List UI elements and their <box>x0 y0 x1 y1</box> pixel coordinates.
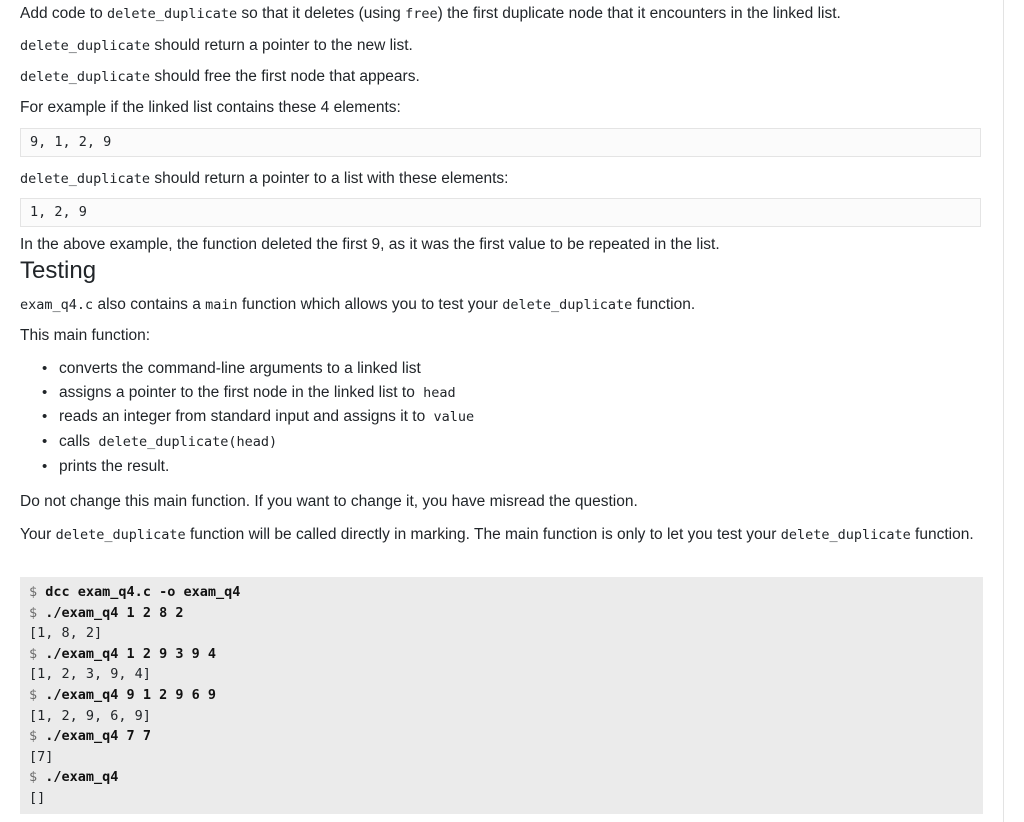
terminal-output: [] <box>29 789 46 806</box>
terminal-example-block <box>20 577 983 814</box>
terminal-output: [1, 2, 3, 9, 4] <box>29 666 151 683</box>
terminal-output: [7] <box>29 748 54 765</box>
main-function-intro: This main function: <box>20 327 151 344</box>
prompt-symbol: $ <box>29 584 38 600</box>
testing-heading: Testing <box>20 257 97 284</box>
list-item: • assigns a pointer to the first node in the linked list to head <box>42 381 474 406</box>
terminal-line: $ ./exam_q4 1 2 9 3 9 4 <box>29 645 216 662</box>
prompt-symbol: $ <box>29 604 38 621</box>
page-border <box>1003 0 1004 822</box>
example-output-block: 1, 2, 9 <box>20 198 981 227</box>
example-intro: For example if the linked list contains these 4 elements: <box>20 99 401 116</box>
prompt-symbol: $ <box>29 728 38 745</box>
terminal-line: $ ./exam_q4 1 2 8 2 <box>29 604 184 621</box>
main-function-steps <box>20 357 474 479</box>
intro-paragraph: Add code to delete_duplicate so that it deletes (using free) the first duplicate node that it encounters in the linked list. <box>20 5 841 22</box>
example-explanation: In the above example, the function deleted the first 9, as it was the first value to be repeated in the list. <box>20 236 720 253</box>
prompt-symbol: $ <box>29 769 38 786</box>
testing-paragraph: exam_q4.c also contains a main function which allows you to test your delete_duplicate function. <box>20 296 696 313</box>
list-item: • prints the result. <box>42 455 474 479</box>
terminal-output: [1, 2, 9, 6, 9] <box>29 707 151 724</box>
list-item: • calls delete_duplicate(head) <box>42 430 474 455</box>
list-item: • reads an integer from standard input and assigns it to value <box>42 405 474 430</box>
terminal-output: [1, 8, 2] <box>29 625 103 642</box>
prompt-symbol: $ <box>29 686 38 703</box>
terminal-line: $ ./exam_q4 7 7 <box>29 728 151 745</box>
list-item: • converts the command-line arguments to a linked list <box>42 357 474 381</box>
marking-paragraph: Your delete_duplicate function will be called directly in marking. The main function is only to let you test your delete_duplicate function. <box>20 526 974 543</box>
free-paragraph: delete_duplicate should free the first node that appears. <box>20 68 420 85</box>
return-paragraph: delete_duplicate should return a pointer to the new list. <box>20 37 413 54</box>
example-output-intro: delete_duplicate should return a pointer to a list with these elements: <box>20 170 509 187</box>
prompt-symbol: $ <box>29 645 38 662</box>
terminal-line: $ ./exam_q4 9 1 2 9 6 9 <box>29 686 216 703</box>
example-input-block: 9, 1, 2, 9 <box>20 128 981 157</box>
terminal-line: $ ./exam_q4 <box>29 769 119 786</box>
terminal-line: $ dcc exam_q4.c -o exam_q4 <box>29 584 241 600</box>
do-not-change-paragraph: Do not change this main function. If you want to change it, you have misread the question. <box>20 493 638 510</box>
